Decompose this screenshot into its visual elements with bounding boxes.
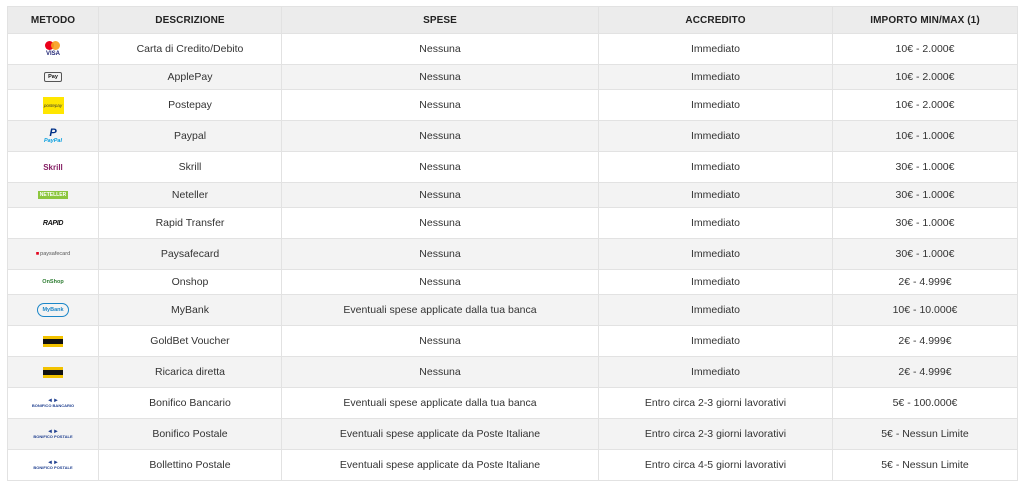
table-row [8, 183, 1018, 208]
spese-cell: Nessuna [282, 357, 599, 388]
importo-cell: 2€ - 4.999€ [833, 270, 1018, 295]
descrizione-cell: Paypal [99, 121, 282, 152]
method-cell [8, 34, 99, 65]
accredito-cell: Immediato [599, 152, 833, 183]
table-row [8, 121, 1018, 152]
importo-cell: 30€ - 1.000€ [833, 183, 1018, 208]
postepay-logo [43, 97, 64, 114]
accredito-cell: Immediato [599, 183, 833, 208]
transfer-arrows-icon: ◄► [47, 460, 59, 467]
method-cell [8, 419, 99, 450]
table-row [8, 419, 1018, 450]
accredito-cell: Immediato [599, 357, 833, 388]
table-header-row [8, 7, 1018, 34]
accredito-cell: Immediato [599, 239, 833, 270]
accredito-cell: Immediato [599, 65, 833, 90]
table-row [8, 208, 1018, 239]
spese-cell: Eventuali spese applicate da Poste Italiane [282, 450, 599, 481]
method-cell [8, 295, 99, 326]
spese-cell: Nessuna [282, 270, 599, 295]
descrizione-cell: ApplePay [99, 65, 282, 90]
logo-text: VISA [45, 51, 60, 57]
bonifico-bancario-logo [32, 398, 74, 408]
logo-text: BONIFICO POSTALE [33, 434, 73, 440]
method-cell [8, 326, 99, 357]
header-spese: SPESE [282, 7, 599, 34]
accredito-cell: Immediato [599, 90, 833, 121]
rapid-transfer-logo [43, 220, 63, 227]
spese-cell: Nessuna [282, 65, 599, 90]
importo-cell: 10€ - 10.000€ [833, 295, 1018, 326]
logo-text: BONIFICO BANCARIO [31, 403, 75, 409]
descrizione-cell: Rapid Transfer [99, 208, 282, 239]
paysafecard-logo: ■ paysafecard [35, 251, 71, 258]
descrizione-cell: Ricarica diretta [99, 357, 282, 388]
table-row [8, 239, 1018, 270]
table-row [8, 90, 1018, 121]
logo-text: MyBank [42, 307, 64, 313]
importo-cell: 10€ - 2.000€ [833, 65, 1018, 90]
bonifico-postale-logo [33, 429, 72, 439]
table-row [8, 295, 1018, 326]
applepay-logo [44, 72, 62, 82]
table-row [8, 270, 1018, 295]
accredito-cell: Entro circa 2-3 giorni lavorativi [599, 388, 833, 419]
descrizione-cell: Carta di Credito/Debito [99, 34, 282, 65]
method-cell [8, 65, 99, 90]
spese-cell: Nessuna [282, 326, 599, 357]
transfer-arrows-icon: ◄► [47, 429, 59, 436]
logo-text: OnShop [42, 279, 64, 286]
accredito-cell: Immediato [599, 208, 833, 239]
importo-cell: 5€ - 100.000€ [833, 388, 1018, 419]
method-cell [8, 388, 99, 419]
spese-cell: Nessuna [282, 152, 599, 183]
method-cell [8, 208, 99, 239]
spese-cell: Nessuna [282, 208, 599, 239]
descrizione-cell: Skrill [99, 152, 282, 183]
importo-cell: 30€ - 1.000€ [833, 208, 1018, 239]
accredito-cell: Immediato [599, 270, 833, 295]
goldbet-voucher-logo [43, 336, 63, 347]
method-cell [8, 450, 99, 481]
importo-cell: 5€ - Nessun Limite [833, 450, 1018, 481]
ricarica-diretta-logo [43, 367, 63, 378]
payment-methods-table-container [7, 6, 1017, 481]
logo-text: Skrill [43, 162, 63, 172]
logo-text: NETELLER [39, 192, 67, 199]
method-cell [8, 357, 99, 388]
logo-text: BONIFICO POSTALE [33, 465, 73, 471]
logo-text: Pay [48, 74, 58, 81]
method-cell [8, 121, 99, 152]
method-cell [8, 239, 99, 270]
accredito-cell: Immediato [599, 121, 833, 152]
transfer-arrows-icon: ◄► [47, 398, 59, 405]
method-cell [8, 152, 99, 183]
spese-cell: Eventuali spese applicate dalla tua banca [282, 388, 599, 419]
paypal-logo: P PayPal [43, 126, 63, 144]
descrizione-cell: MyBank [99, 295, 282, 326]
importo-cell: 5€ - Nessun Limite [833, 419, 1018, 450]
spese-cell: Nessuna [282, 121, 599, 152]
spese-cell: Nessuna [282, 239, 599, 270]
accredito-cell: Immediato [599, 34, 833, 65]
header-importo: IMPORTO MIN/MAX (1) [833, 7, 1018, 34]
table-row [8, 152, 1018, 183]
logo-text: RAPID [42, 219, 64, 227]
spese-cell: Eventuali spese applicate dalla tua banca [282, 295, 599, 326]
table-row [8, 34, 1018, 65]
spese-cell: Eventuali spese applicate da Poste Italiane [282, 419, 599, 450]
importo-cell: 10€ - 2.000€ [833, 34, 1018, 65]
descrizione-cell: GoldBet Voucher [99, 326, 282, 357]
neteller-logo [38, 191, 68, 199]
accredito-cell: Entro circa 2-3 giorni lavorativi [599, 419, 833, 450]
accredito-cell: Entro circa 4-5 giorni lavorativi [599, 450, 833, 481]
descrizione-cell: Bonifico Postale [99, 419, 282, 450]
header-descrizione: DESCRIZIONE [99, 7, 282, 34]
importo-cell: 30€ - 1.000€ [833, 152, 1018, 183]
table-row [8, 326, 1018, 357]
descrizione-cell: Bonifico Bancario [99, 388, 282, 419]
payment-methods-table [7, 6, 1018, 481]
logo-text: PayPal [43, 137, 63, 144]
importo-cell: 30€ - 1.000€ [833, 239, 1018, 270]
descrizione-cell: Neteller [99, 183, 282, 208]
method-cell [8, 183, 99, 208]
table-row [8, 388, 1018, 419]
importo-cell: 2€ - 4.999€ [833, 326, 1018, 357]
onshop-logo [42, 279, 63, 285]
method-cell [8, 270, 99, 295]
importo-cell: 10€ - 1.000€ [833, 121, 1018, 152]
accredito-cell: Immediato [599, 326, 833, 357]
spese-cell: Nessuna [282, 183, 599, 208]
importo-cell: 2€ - 4.999€ [833, 357, 1018, 388]
importo-cell: 10€ - 2.000€ [833, 90, 1018, 121]
mastercard-visa-logo [45, 41, 61, 57]
skrill-logo [43, 163, 63, 172]
header-accredito: ACCREDITO [599, 7, 833, 34]
spese-cell: Nessuna [282, 34, 599, 65]
table-row [8, 65, 1018, 90]
method-cell [8, 90, 99, 121]
accredito-cell: Immediato [599, 295, 833, 326]
descrizione-cell: Paysafecard [99, 239, 282, 270]
logo-text: paysafecard [40, 251, 71, 258]
mybank-logo [37, 303, 68, 317]
spese-cell: Nessuna [282, 90, 599, 121]
descrizione-cell: Postepay [99, 90, 282, 121]
header-metodo: METODO [8, 7, 99, 34]
table-row [8, 357, 1018, 388]
bollettino-postale-logo [33, 460, 72, 470]
descrizione-cell: Bollettino Postale [99, 450, 282, 481]
table-row [8, 450, 1018, 481]
logo-text: postepay [43, 102, 63, 108]
descrizione-cell: Onshop [99, 270, 282, 295]
